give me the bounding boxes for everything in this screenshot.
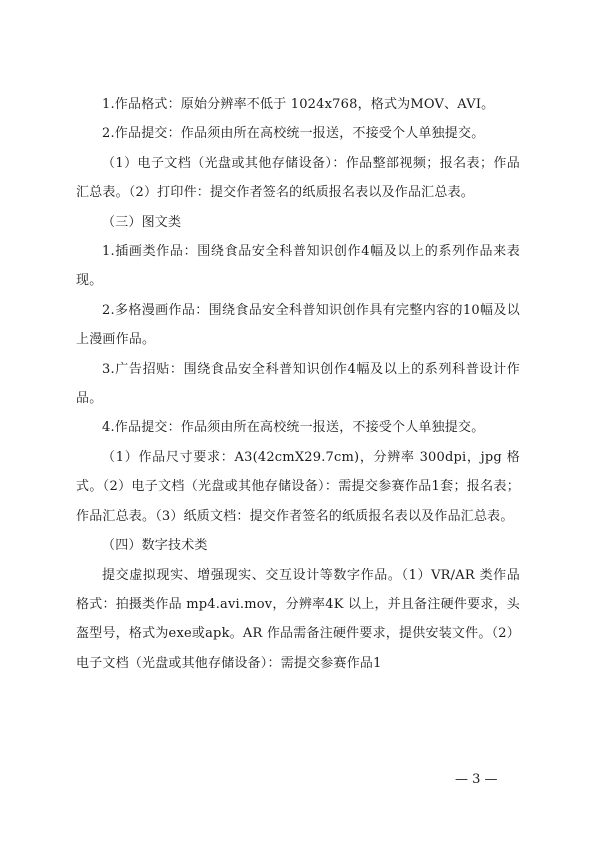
paragraph-comic: 2.多格漫画作品：围绕食品安全科普知识创作具有完整内容的10幅及以上漫画作品。 [76, 302, 520, 348]
paragraph-graphics-requirements: （1）作品尺寸要求：A3(42cmX29.7cm)，分辨率 300dpi，jpg 格式。（2）电子文档（光盘或其他存储设备）：需提交参赛作品1套；报名表；作品汇总表。（3）纸质文档：提交作者签名的纸质报名表以及作品汇总表。 [76, 449, 520, 524]
section-heading-graphics: （三）图文类 [102, 214, 182, 230]
section-heading-digital: （四）数字技术类 [102, 538, 208, 554]
page-footer [0, 772, 595, 796]
paragraph-graphics-submission: 4.作品提交：作品须由所在高校统一报送，不接受个人单独提交。 [102, 420, 485, 436]
paragraph-digital: 提交虚拟现实、增强现实、交互设计等数字作品。（1）VR/AR 类作品格式：拍摄类作品 mp4.avi.mov，分辨率4K 以上，并且备注硬件要求，头盔型号，格式为exe或apk。AR 作品需备注硬件要求，提供安装文件。（2）电子文档（光盘或其他存储设备）：需提交参赛作品1 [76, 567, 520, 671]
paragraph-format: 1.作品格式：原始分辨率不低于 1024x768，格式为MOV、AVI。 [102, 97, 495, 112]
paragraph-submission-details: （1）电子文档（光盘或其他存储设备）：作品整部视频；报名表；作品汇总表。（2）打印件：提交作者签名的纸质报名表以及作品汇总表。 [76, 155, 520, 201]
paragraph-illustration: 1.插画类作品：围绕食品安全科普知识创作4幅及以上的系列作品来表现。 [76, 244, 520, 289]
paragraph-submission: 2.作品提交：作品须由所在高校统一报送，不接受个人单独提交。 [102, 126, 485, 142]
paragraph-poster: 3.广告招贴：围绕食品安全科普知识创作4幅及以上的系列科普设计作品。 [76, 361, 520, 407]
document-body [76, 90, 520, 678]
page-number: — 3 — [455, 772, 498, 787]
